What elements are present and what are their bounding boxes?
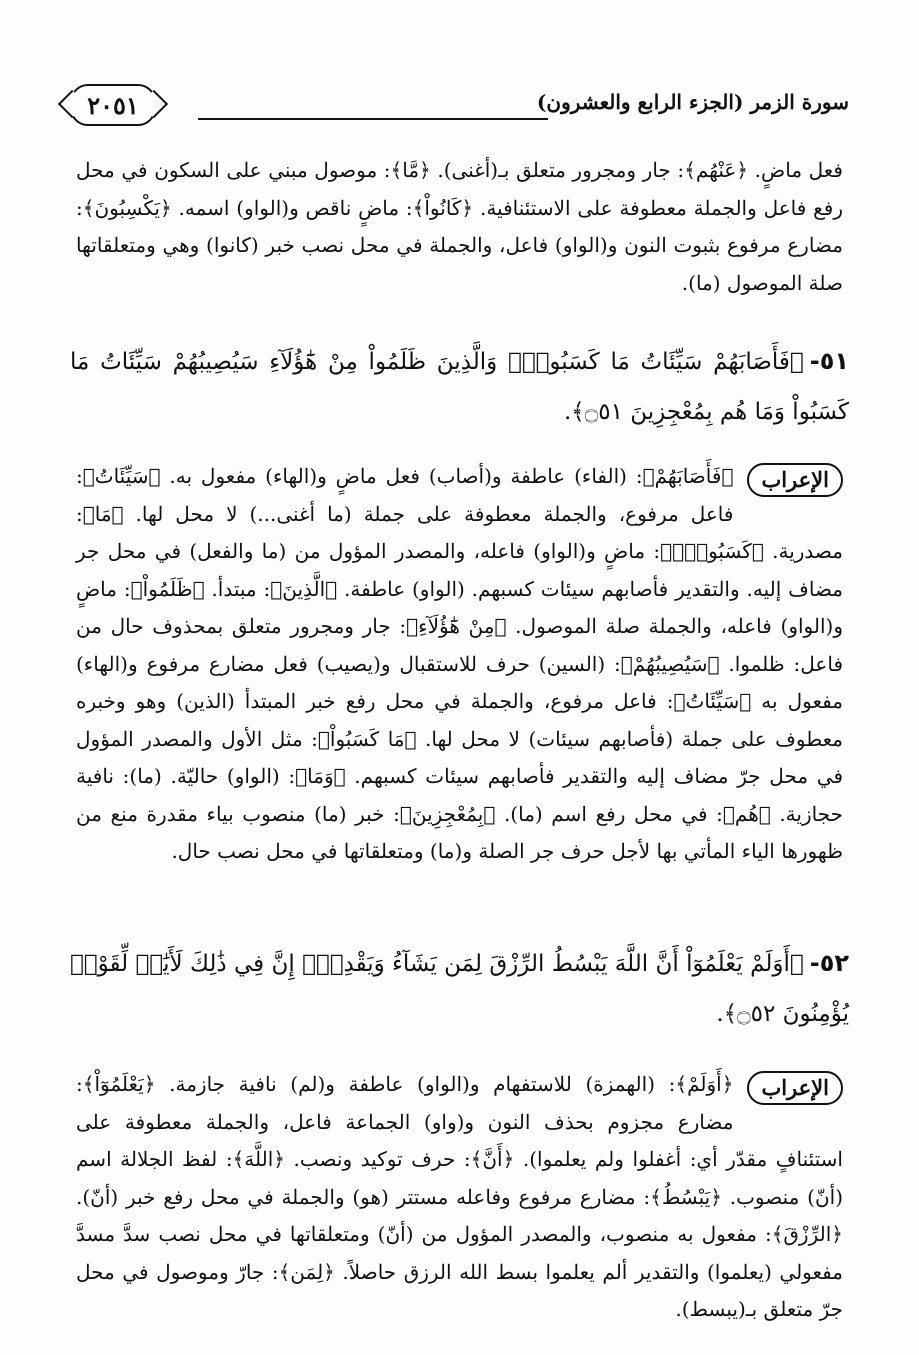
page-number-badge (70, 84, 156, 126)
irab-text: ﴿أَوَلَمْ﴾: (الهمزة) للاستفهام و(الواو) عاطفة و(لم) نافية جازمة. ﴿يَعْلَمُوٓاْ﴾: مضارع مجزوم بحذف النون و(واو) الجماعة فاعل، والجملة معطوفة على استئنافٍ مقدّر أي: أغفلوا ولم يعلموا). ﴿أَنَّ﴾: حرف توكيد ونصب. ﴿اللَّهَ﴾: لفظ الجلالة اسم (أنّ) منصوب. ﴿يَبْسُطُ﴾: مضارع مرفوع وفاعله مستتر (هو) والجملة في محل رفع خبر (أنّ). ﴿الرِّزْقَ﴾: مفعول به منصوب، والمصدر المؤول من (أنّ) ومتعلقاتها في محل نصب سدَّ مسدَّ مفعولي (يعلموا) والتقدير ألم يعلموا بسط الله الرزق حاصلاً. ﴿لِمَن﴾: جارّ وموصول في محل جرّ متعلق بـ(يبسط). (76, 1072, 843, 1321)
verse-text: ﴿فَأَصَابَهُمْ سَيِّئَاتُ مَا كَسَبُواْۚ وَالَّذِينَ ظَلَمُواْ مِنْ هَٰٓؤُلَآءِ سَيُصِيبُهُمْ سَيِّئَاتُ مَا كَسَبُواْ وَمَا هُم بِمُعْجِزِينَ ۝٥١﴾. (70, 349, 849, 425)
verse-number: ٥١- (809, 347, 849, 375)
verse-number: ٥٢- (809, 949, 849, 977)
irab-section-52 (76, 1066, 843, 1329)
irab-badge-wrap (741, 1068, 843, 1106)
irab-badge: الإعراب (747, 463, 843, 497)
irab-badge-wrap (741, 460, 843, 498)
verse-51 (70, 336, 849, 437)
page-number: ٢٠٥١ (87, 90, 139, 120)
irab-text: ﴿فَأَصَابَهُمْ﴾: (الفاء) عاطفة و(أصاب) فعل ماضٍ و(الهاء) مفعول به. ﴿سَيِّئَاتُ﴾: فاعل مرفوع، والجملة معطوفة على جملة (ما أغنى...) لا محل لها. ﴿مَا﴾: مصدرية. ﴿كَسَبُواْۚ﴾: ماضٍ و(الواو) فاعله، والمصدر المؤول من (ما والفعل) في محل جر مضاف إليه. والتقدير فأصابهم سيئات كسبهم. (الواو) عاطفة. ﴿الَّذِينَ﴾: مبتدأ. ﴿ظَلَمُواْ﴾: ماضٍ و(الواو) فاعله، والجملة صلة الموصول. ﴿مِنْ هَٰٓؤُلَآءِ﴾: جار ومجرور متعلق بمحذوف حال من فاعل: ظلموا. ﴿سَيُصِيبُهُمْ﴾: (السين) حرف للاستقبال و(يصيب) فعل مضارع مرفوع و(الهاء) مفعول به ﴿سَيِّئَاتُ﴾: فاعل مرفوع، والجملة في محل رفع خبر المبتدأ (الذين) وهو وخبره معطوف على جملة (فأصابهم سيئات) لا محل لها. ﴿مَا كَسَبُواْ﴾: مثل الأول والمصدر المؤول في محل جرّ مضاف إليه والتقدير فأصابهم سيئات كسبهم. ﴿وَمَا﴾: (الواو) حاليّة. (ما): نافية حجازية. ﴿هُم﴾: في محل رفع اسم (ما). ﴿بِمُعْجِزِينَ﴾: خبر (ما) منصوب بياء مقدرة منع من ظهورها الياء المأتي بها لأجل حرف جر الصلة و(ما) ومتعلقاتها في محل نصب حال. (76, 464, 844, 863)
verse-text: ﴿أَوَلَمْ يَعْلَمُوٓاْ أَنَّ اللَّهَ يَبْسُطُ الرِّزْقَ لِمَن يَشَآءُ وَيَقْدِرُۚ إِنَّ فِي ذَٰلِكَ لَأَيَٰتٖ لِّقَوْمٖ يُؤْمِنُونَ ۝٥٢﴾. (70, 951, 849, 1027)
running-title: سورة الزمر (الجزء الرابع والعشرون) (536, 90, 849, 114)
header-rule (198, 118, 548, 120)
paragraph-intro: فعل ماضٍ. ﴿عَنْهُم﴾: جار ومجرور متعلق بـ(أغنى). ﴿مَّا﴾: موصول مبني على السكون في محل رفع فاعل والجملة معطوفة على الاستئنافية. ﴿كَانُواْ﴾: ماضٍ ناقص و(الواو) اسمه. ﴿يَكْسِبُونَ﴾: مضارع مرفوع بثبوت النون و(الواو) فاعل، والجملة في محل نصب خبر (كانوا) وهي ومتعلقاتها صلة الموصول (ما). (76, 158, 843, 295)
irab-section-51 (76, 458, 843, 871)
irab-badge: الإعراب (747, 1071, 843, 1105)
verse-52 (70, 938, 849, 1039)
page-header (70, 80, 849, 130)
